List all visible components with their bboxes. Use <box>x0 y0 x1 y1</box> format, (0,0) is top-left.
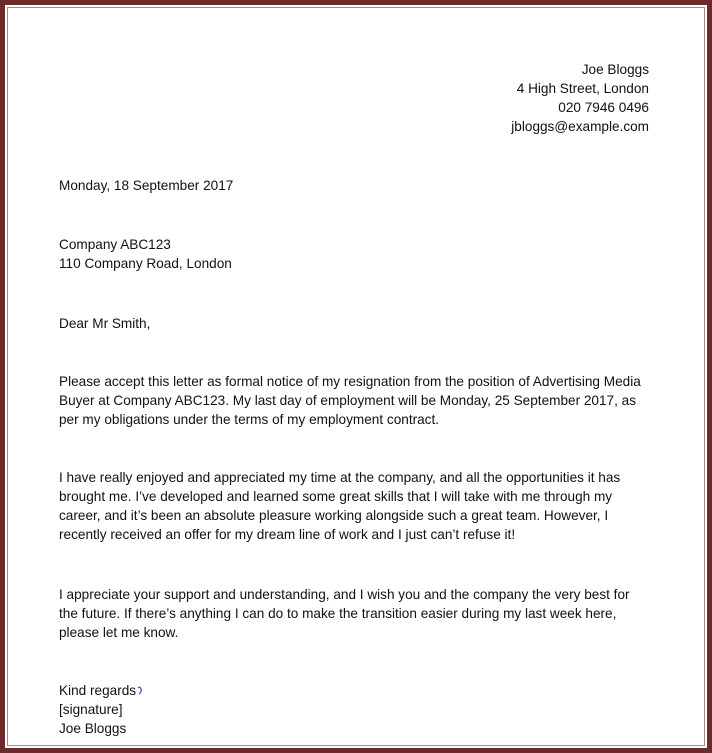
salutation-text: Dear Mr Smith, <box>59 316 151 331</box>
body-paragraph-2: I have really enjoyed and appreciated my time at the company, and all the opportunities it has brought me. I’ve developed and learned some great skills that I will take with me through my career, and it’s been an absolute pleasure working alongside such a great team. However, I recently received an offer for my dream line of work and I just can’t refuse it! <box>59 470 621 542</box>
closing-name: Joe Bloggs <box>59 721 127 736</box>
sender-email: jbloggs@example.com <box>511 119 649 134</box>
sign-off-line <box>59 681 649 700</box>
sender-address-block <box>511 60 649 136</box>
sender-phone: 020 7946 0496 <box>558 100 649 115</box>
salutation <box>59 314 649 333</box>
body-paragraph-3: I appreciate your support and understanding, and I wish you and the company the very best for the future. If there’s anything I can do to make the transition easier during my last week here, please let me know. <box>59 587 630 640</box>
letter-date <box>59 176 649 195</box>
signature-placeholder: [signature] <box>59 702 123 717</box>
date-text: Monday, 18 September 2017 <box>59 178 234 193</box>
recipient-company: Company ABC123 <box>59 237 171 252</box>
closing-block <box>59 681 649 738</box>
sender-address: 4 High Street, London <box>516 81 649 96</box>
recipient-address: 110 Company Road, London <box>59 256 232 271</box>
sender-name: Joe Bloggs <box>581 62 649 77</box>
recipient-address-block <box>59 235 649 273</box>
sign-off-text: Kind regards <box>59 683 137 698</box>
body-paragraph-1: Please accept this letter as formal notice of my resignation from the position of Advertising Media Buyer at Company ABC123. My last day of employment will be Monday, 25 September 2017, as per my obligations under the terms of my employment contract. <box>59 374 641 427</box>
spellcheck-mark-icon <box>137 685 143 695</box>
